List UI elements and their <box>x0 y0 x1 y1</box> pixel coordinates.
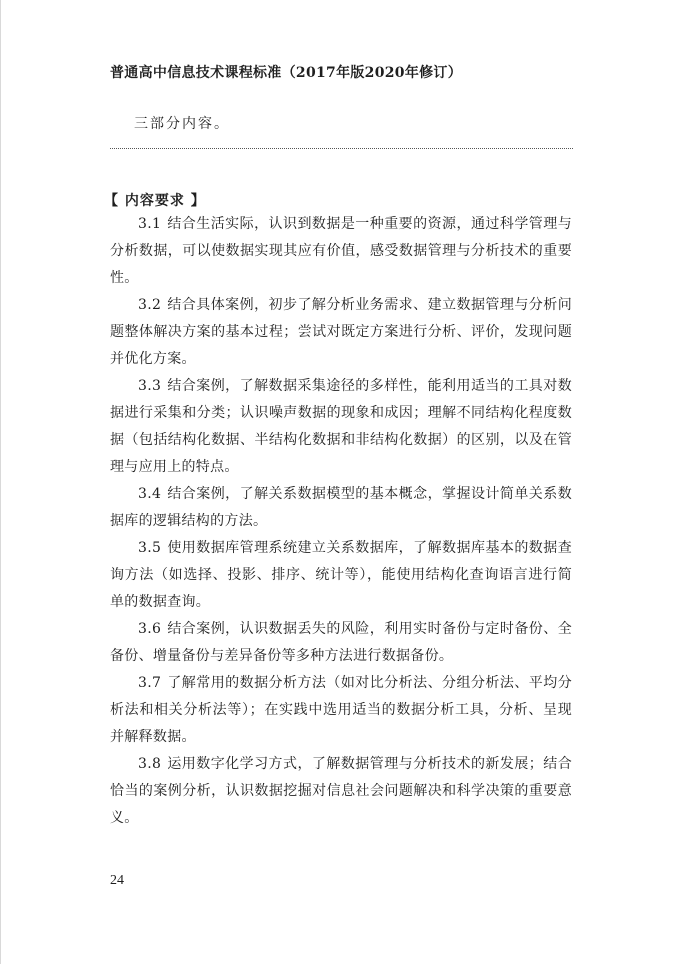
requirement-item <box>110 292 572 373</box>
requirement-text: 结合案例，了解关系数据模型的基本概念，掌握设计简单关系数据库的逻辑结构的方法。 <box>110 486 572 529</box>
requirement-number: 3.6 <box>138 621 162 637</box>
section-heading: 【 内容要求 】 <box>104 193 206 209</box>
requirement-text: 了解常用的数据分析方法（如对比分析法、分组分析法、平均分析法和相关分析法等）；在实践中选用适当的数据分析工具，分析、呈现并解释数据。 <box>110 675 572 745</box>
requirement-number: 3.4 <box>138 486 162 502</box>
requirement-number: 3.2 <box>138 297 162 313</box>
requirement-item <box>110 211 572 292</box>
requirement-text: 结合案例，认识数据丢失的风险，利用实时备份与定时备份、全备份、增量备份与差异备份等多种方法进行数据备份。 <box>110 621 572 664</box>
requirement-number: 3.5 <box>138 540 162 556</box>
requirement-item <box>110 670 572 751</box>
requirement-item <box>110 481 572 535</box>
page-edge-line <box>0 0 1 964</box>
requirement-number: 3.3 <box>138 378 162 394</box>
requirement-text: 结合生活实际，认识到数据是一种重要的资源，通过科学管理与分析数据，可以使数据实现其应有价值，感受数据管理与分析技术的重要性。 <box>110 216 572 286</box>
requirement-text: 使用数据库管理系统建立关系数据库，了解数据库基本的数据查询方法（如选择、投影、排序、统计等），能使用结构化查询语言进行简单的数据查询。 <box>110 540 572 610</box>
requirement-item <box>110 616 572 670</box>
dotted-divider <box>110 148 573 149</box>
requirement-text: 结合案例，了解数据采集途径的多样性，能利用适当的工具对数据进行采集和分类；认识噪声数据的现象和成因；理解不同结构化程度数据（包括结构化数据、半结构化数据和非结构化数据）的区别，以及在管理与应用上的特点。 <box>110 378 572 475</box>
requirement-number: 3.1 <box>138 216 162 232</box>
requirement-item <box>110 751 572 832</box>
continued-text: 三部分内容。 <box>134 116 230 132</box>
requirements-list <box>110 211 572 832</box>
requirement-number: 3.7 <box>138 675 162 691</box>
running-header: 普通高中信息技术课程标准（2017年版2020年修订） <box>110 65 463 81</box>
requirement-text: 结合具体案例，初步了解分析业务需求、建立数据管理与分析问题整体解决方案的基本过程；尝试对既定方案进行分析、评价，发现问题并优化方案。 <box>110 297 572 367</box>
requirement-text: 运用数字化学习方式，了解数据管理与分析技术的新发展；结合恰当的案例分析，认识数据挖掘对信息社会问题解决和科学决策的重要意义。 <box>110 756 572 826</box>
requirement-item <box>110 535 572 616</box>
requirement-number: 3.8 <box>138 756 162 772</box>
page-number: 24 <box>110 873 124 888</box>
requirement-item <box>110 373 572 481</box>
